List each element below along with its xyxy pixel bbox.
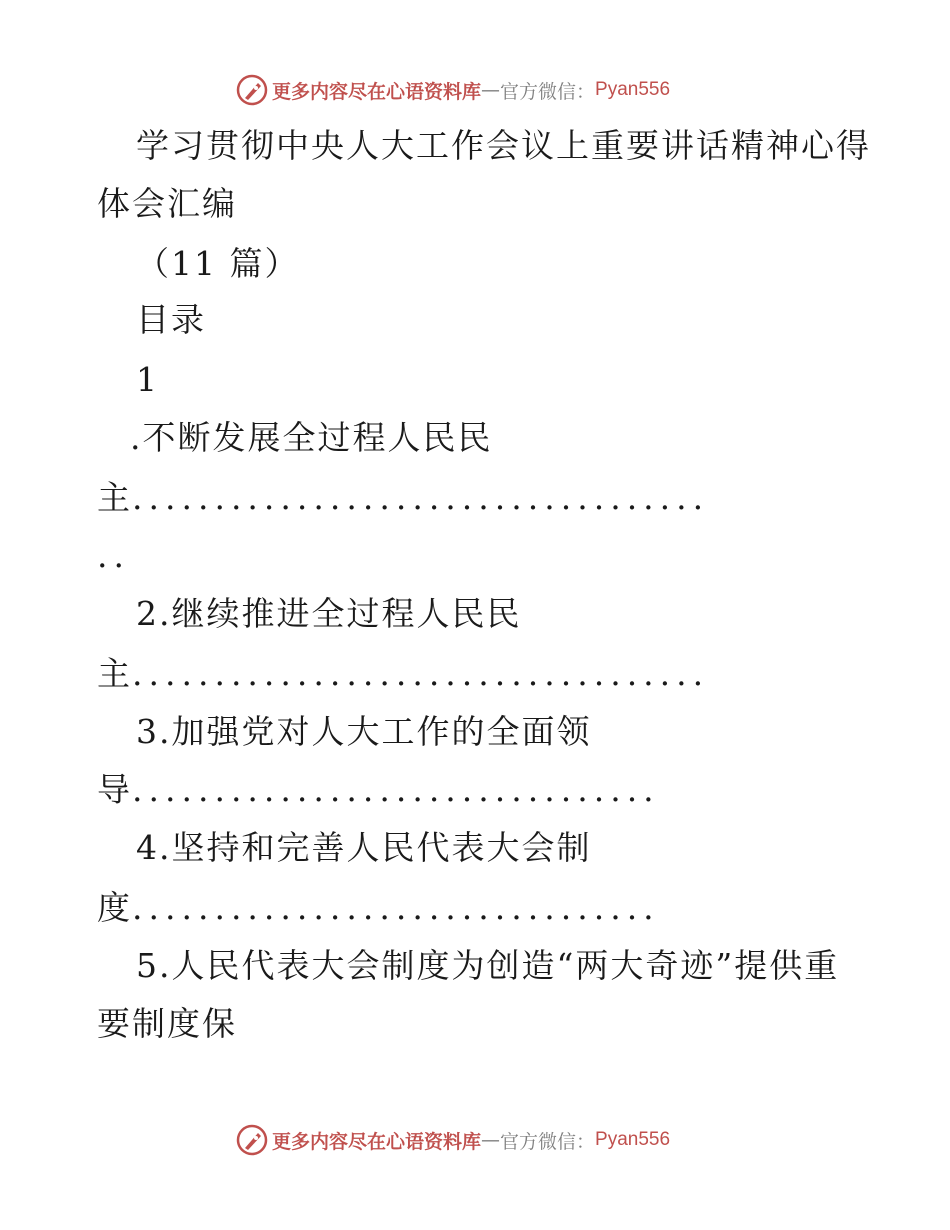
banner-wechat-label: 官方微信： xyxy=(500,80,596,103)
toc-item-4-title[interactable]: 4.坚持和完善人民代表大会制 xyxy=(136,828,592,867)
toc-item-1-leader xyxy=(97,478,709,518)
article-count: （11 篇） xyxy=(136,244,300,283)
banner-wechat-id: Pyan556 xyxy=(595,79,671,100)
toc-item-1-number: 1 xyxy=(136,360,159,399)
toc-item-2-title[interactable]: 2.继续推进全过程人民民 xyxy=(136,594,522,633)
toc-item-2-dots: ................................... xyxy=(132,654,710,693)
banner-wechat-label: 官方微信： xyxy=(500,1130,596,1153)
toc-item-1-dots-wrap: .. xyxy=(97,536,130,575)
toc-item-3-dots: ................................ xyxy=(132,770,660,809)
toc-item-2-leader xyxy=(97,654,709,694)
toc-item-1-title[interactable]: .不断发展全过程人民民 xyxy=(130,418,493,457)
footer-banner xyxy=(236,1122,670,1158)
document-title-line-1: 学习贯彻中央人大工作会议上重要讲话精神心得 xyxy=(136,126,871,165)
toc-item-2-tail: 主 xyxy=(97,654,132,693)
quill-pen-logo-icon xyxy=(236,1124,268,1156)
banner-brand: 更多内容尽在心语资料库 xyxy=(272,1130,482,1153)
toc-heading: 目录 xyxy=(136,300,206,339)
document-title-line-2: 体会汇编 xyxy=(97,184,237,223)
toc-item-1-dots: ................................... xyxy=(132,478,710,517)
toc-item-5-title[interactable]: 5.人民代表大会制度为创造“两大奇迹”提供重 xyxy=(136,946,840,985)
banner-separator: — xyxy=(481,79,501,101)
toc-item-3-leader xyxy=(97,770,660,810)
banner-separator: — xyxy=(481,1129,501,1151)
banner-wechat-id: Pyan556 xyxy=(595,1129,671,1150)
toc-item-5-tail: 要制度保 xyxy=(97,1004,237,1043)
toc-item-3-tail: 导 xyxy=(97,770,132,809)
toc-item-4-leader xyxy=(97,888,660,928)
toc-item-3-title[interactable]: 3.加强党对人大工作的全面领 xyxy=(136,712,592,751)
banner-brand: 更多内容尽在心语资料库 xyxy=(272,80,482,103)
toc-item-4-tail: 度 xyxy=(97,888,132,927)
quill-pen-logo-icon xyxy=(236,74,268,106)
toc-item-4-dots: ................................ xyxy=(132,888,660,927)
header-banner xyxy=(236,72,670,108)
toc-item-1-tail: 主 xyxy=(97,478,132,517)
